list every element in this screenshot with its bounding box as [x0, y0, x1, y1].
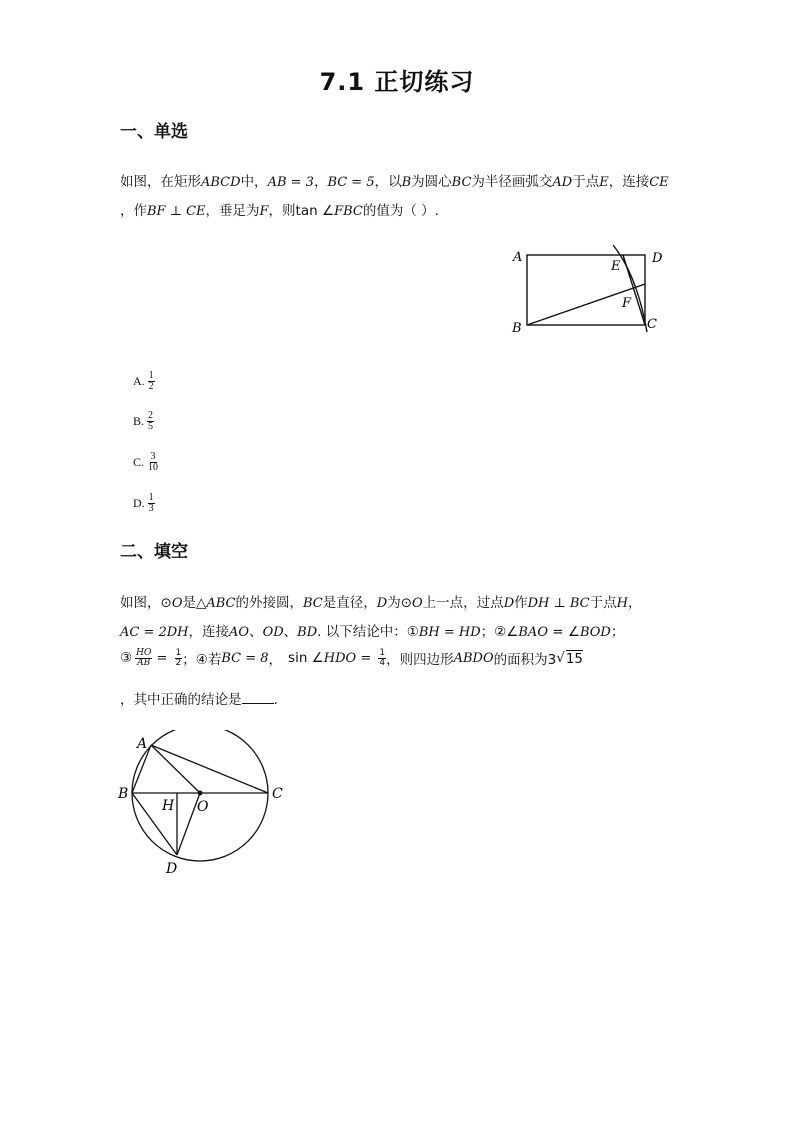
option-fraction [147, 411, 154, 432]
q2-text: . [273, 692, 278, 708]
triangle-symbol: △ [195, 595, 207, 611]
fraction-ho-ab [135, 649, 152, 668]
q2-math: O [171, 596, 183, 611]
numerator: 3 [150, 451, 156, 462]
label-d: D [166, 861, 178, 877]
q2-text: 作 [514, 595, 528, 611]
q2-circle-figure [115, 730, 295, 880]
circle-symbol: ⊙ [400, 595, 413, 611]
q2-math: = [152, 650, 172, 666]
q2-text: ，其中正确的结论是 [120, 692, 242, 708]
q2-math: OD [262, 625, 284, 640]
q1-text: ，作 [120, 203, 147, 219]
q2-text: 如图， [120, 595, 161, 611]
option-fraction [148, 493, 155, 514]
q2-math: BH = HD [418, 625, 481, 640]
q1-math: AB = 3 [267, 175, 314, 190]
denominator: 5 [148, 421, 154, 432]
q1-text: 中， [240, 174, 268, 190]
numerator: HO [136, 647, 152, 658]
numerator: 2 [148, 410, 154, 421]
q2-line-2 [120, 620, 624, 640]
q2-math: H [616, 596, 628, 611]
label-b: B [512, 321, 522, 336]
page-title: 7.1 正切练习 [319, 68, 475, 96]
denominator: 4 [379, 657, 386, 668]
q2-math: ABC [206, 596, 236, 611]
q1-math: F [259, 204, 269, 219]
option-letter: C. [133, 455, 145, 469]
q2-text: 的面积为3 [493, 652, 557, 668]
q1-text: 为圆心 [411, 174, 452, 190]
q2-text: ，连接 [188, 624, 230, 640]
q2-math: D [503, 596, 515, 611]
segment-ao [151, 745, 200, 793]
q1-math: CE [649, 175, 669, 190]
q1-text: ，连接 [608, 174, 650, 190]
fraction-one-quarter [378, 649, 386, 668]
q2-math: BOD [579, 625, 611, 640]
q1-text: ，则tan ∠ [268, 203, 335, 219]
q1-text: ， [313, 174, 328, 190]
q2-text: 为 [387, 595, 401, 611]
label-o: O [197, 799, 209, 815]
q2-text: ，则四边形 [386, 652, 454, 668]
option-c[interactable] [133, 452, 159, 473]
q1-text: ，垂足为 [205, 203, 260, 219]
q2-text: ； [610, 624, 625, 640]
q1-rectangle-figure [505, 240, 670, 340]
label-f: F [622, 296, 632, 311]
label-h: H [162, 798, 175, 814]
q2-math: O [412, 596, 423, 611]
numerator: 1 [379, 647, 386, 658]
q1-line-1 [120, 170, 669, 190]
q2-math: BC [303, 596, 323, 611]
q2-text: 上一点，过点 [422, 595, 504, 611]
numerator: 1 [148, 492, 154, 503]
q1-math: BF ⊥ CE [147, 204, 206, 219]
q2-math: BAO [518, 625, 548, 640]
q1-math: B [401, 175, 412, 190]
denominator: 2 [175, 657, 182, 668]
q1-math: BC [451, 175, 472, 190]
q2-text: sin ∠ [288, 650, 324, 666]
denominator: 2 [148, 381, 154, 392]
q2-text: ， [627, 595, 642, 611]
q1-math: BC = 5 [327, 175, 375, 190]
option-fraction [148, 371, 155, 392]
q2-text: 是直径， [322, 595, 377, 611]
label-b: B [118, 786, 129, 802]
label-d: D [652, 251, 663, 266]
q2-text: . 以下结论中：① [317, 624, 419, 640]
label-e: E [611, 259, 621, 274]
center-point-o [198, 791, 203, 796]
label-a: A [513, 250, 523, 265]
q2-text: 、 [283, 624, 298, 640]
q1-line-2 [120, 199, 439, 219]
numerator: 1 [175, 647, 182, 658]
option-fraction [147, 452, 159, 473]
label-c: C [272, 786, 283, 802]
circle-symbol: ⊙ [160, 595, 172, 611]
q2-text: 的外接圆， [235, 595, 304, 611]
q2-text: 是 [182, 595, 196, 611]
q2-math: BC = 8 [221, 650, 269, 666]
q1-math: AD [552, 175, 573, 190]
label-a: A [137, 736, 148, 752]
option-a[interactable] [133, 371, 155, 392]
q1-text: ，以 [374, 174, 402, 190]
q2-math: AO [229, 625, 250, 640]
q2-text: ③ [120, 650, 133, 666]
option-letter: A. [133, 374, 145, 388]
q2-text: 于点 [589, 595, 617, 611]
q1-text: 如图，在矩形 [120, 174, 201, 190]
fraction-one-half [175, 649, 183, 668]
q2-math: D [376, 596, 388, 611]
sqrt-radicand: 15 [565, 650, 584, 667]
q2-math: BD [297, 625, 318, 640]
q2-line-4 [120, 688, 278, 708]
q1-math: E [599, 175, 609, 190]
denominator: AB [137, 657, 151, 668]
q2-math: = [356, 650, 376, 666]
q1-math: ABCD [201, 175, 241, 190]
denominator: 10 [148, 462, 159, 473]
q2-math: DH ⊥ BC [527, 596, 590, 611]
section-heading-fill-blank: 二、填空 [120, 542, 188, 562]
q2-math: HDO [323, 650, 357, 666]
numerator: 1 [148, 370, 154, 381]
q2-math: AC = 2DH [120, 625, 189, 640]
sqrt-symbol: √ [556, 650, 565, 666]
q2-text: ；②∠ [480, 624, 519, 640]
segment-ac [151, 745, 268, 793]
q1-math: FBC [334, 204, 363, 219]
q2-text: ；④若 [182, 652, 222, 668]
segment-ab [132, 745, 151, 793]
q1-text: 为半径画弧交 [471, 174, 553, 190]
q2-text: = ∠ [547, 624, 580, 640]
q1-text: 的值为（ ）. [362, 203, 439, 219]
q2-math: ABDO [453, 650, 494, 666]
option-b[interactable] [133, 411, 154, 432]
option-d[interactable] [133, 493, 155, 514]
option-letter: B. [133, 414, 145, 428]
section-heading-single-choice: 一、单选 [120, 122, 188, 142]
denominator: 3 [148, 503, 154, 514]
q2-text: ， [268, 652, 283, 668]
q1-text: 于点 [572, 174, 600, 190]
answer-blank[interactable] [242, 691, 274, 704]
option-letter: D. [133, 496, 145, 510]
q2-line-1 [120, 591, 641, 611]
q2-line-3 [120, 648, 583, 668]
label-c: C [647, 317, 657, 332]
q2-text: 、 [249, 624, 263, 640]
